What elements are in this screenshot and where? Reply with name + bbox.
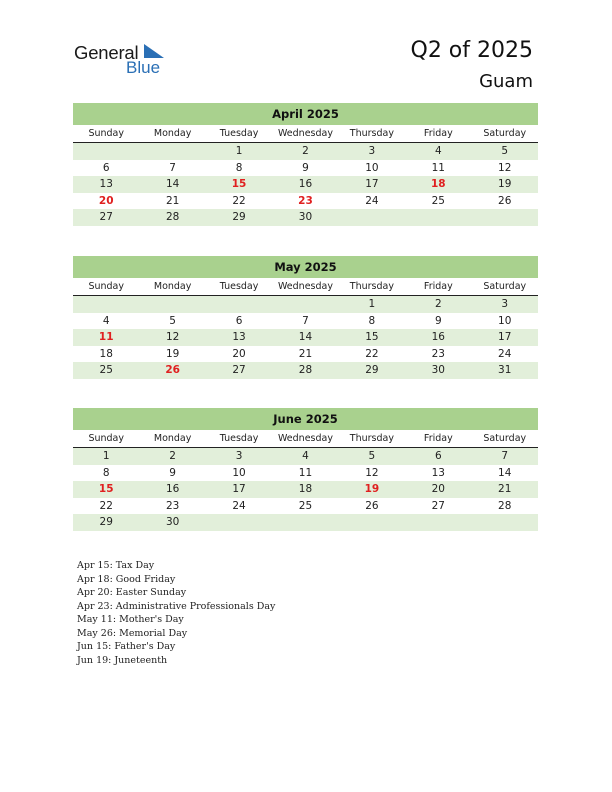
logo: [74, 42, 174, 78]
weekday-label: Sunday: [88, 433, 124, 444]
day-cell: 29: [99, 516, 113, 529]
week-row: [73, 465, 538, 482]
day-cell: 6: [235, 314, 243, 327]
day-cell: [272, 514, 338, 531]
day-cell: 22: [365, 347, 379, 360]
month-june: [73, 408, 538, 531]
day-cell: 16: [298, 178, 313, 191]
weekday-label: Saturday: [483, 281, 527, 292]
weekday-label: Saturday: [483, 128, 527, 139]
day-cell: 3: [501, 298, 509, 310]
day-cell: 14: [298, 331, 313, 344]
day-cell: 10: [232, 466, 246, 479]
day-cell: 16: [431, 331, 445, 344]
day-cell: [206, 296, 272, 313]
day-cell: 5: [368, 450, 376, 462]
weekday-label: Thursday: [349, 128, 394, 139]
month-title: April 2025: [73, 103, 538, 125]
day-cell: 22: [99, 499, 113, 512]
day-cell: 14: [498, 466, 512, 479]
weekday-label: Monday: [153, 433, 192, 444]
week-row: [73, 176, 538, 193]
day-cell: 22: [232, 194, 246, 207]
day-cell: 11: [431, 161, 445, 174]
weekday-label: Friday: [423, 433, 453, 444]
weekday-label: Tuesday: [219, 433, 259, 444]
day-cell: 27: [232, 364, 246, 377]
day-cell: 12: [498, 161, 512, 174]
day-cell: 27: [99, 211, 113, 224]
weekday-label: Thursday: [349, 281, 394, 292]
day-cell: 17: [365, 178, 379, 191]
day-cell: 12: [365, 466, 379, 479]
day-cell: 6: [102, 161, 110, 174]
day-cell: 21: [165, 194, 180, 207]
day-cell: 4: [302, 450, 309, 462]
day-cell: 11: [298, 466, 313, 479]
logo-text-general: General: [74, 42, 139, 63]
country-title: Guam: [479, 71, 533, 92]
day-cell: 25: [99, 364, 113, 377]
weekday-label: Wednesday: [277, 128, 333, 139]
weekday-label: Sunday: [88, 281, 124, 292]
day-cell: 30: [431, 364, 445, 377]
month-title: June 2025: [73, 408, 538, 430]
day-cell: 9: [169, 466, 176, 479]
day-cell: 7: [169, 161, 176, 174]
day-cell-holiday: 18: [431, 178, 446, 191]
weekday-label: Monday: [153, 281, 192, 292]
day-cell: [73, 143, 139, 160]
day-cell: 31: [498, 364, 512, 377]
day-cell: 13: [99, 178, 113, 191]
day-cell: 3: [368, 145, 376, 157]
day-cell: [272, 296, 338, 313]
day-cell: [339, 209, 405, 226]
day-cell: 18: [99, 347, 113, 360]
day-cell: 8: [102, 466, 110, 479]
day-cell: 13: [431, 466, 445, 479]
holiday-item: Apr 18: Good Friday: [77, 573, 176, 585]
day-cell: 29: [232, 211, 246, 224]
day-cell: 25: [298, 499, 313, 512]
day-cell: 30: [298, 211, 313, 224]
day-cell: 7: [501, 450, 509, 462]
day-cell: 3: [235, 450, 243, 462]
month-title: May 2025: [73, 256, 538, 278]
week-row: [73, 143, 538, 160]
week-row: [73, 514, 538, 531]
day-cell: [472, 514, 538, 531]
day-cell: 7: [302, 314, 309, 327]
week-row: [73, 346, 538, 363]
day-cell: [339, 514, 405, 531]
day-cell: 26: [365, 499, 379, 512]
day-cell-holiday: 20: [98, 194, 114, 207]
day-cell: 1: [235, 145, 243, 157]
day-cell: [472, 209, 538, 226]
day-cell: 14: [165, 178, 180, 191]
holiday-item: May 11: Mother's Day: [77, 614, 184, 625]
day-cell: 12: [165, 331, 180, 344]
weekday-label: Tuesday: [219, 128, 259, 139]
day-cell: 26: [498, 194, 512, 207]
day-cell: 17: [498, 331, 512, 344]
day-cell: 24: [365, 194, 379, 207]
day-cell: 20: [431, 483, 445, 496]
weekday-header-row: [73, 430, 538, 448]
week-row: [73, 329, 538, 346]
weekday-label: Saturday: [483, 433, 527, 444]
day-cell: [139, 143, 205, 160]
day-cell-holiday: 23: [298, 194, 313, 207]
day-cell: 10: [365, 161, 379, 174]
day-cell: 28: [298, 364, 313, 377]
weekday-label: Wednesday: [277, 433, 333, 444]
day-cell: 28: [498, 499, 512, 512]
weekday-label: Friday: [423, 281, 453, 292]
day-cell: 2: [169, 450, 176, 462]
day-cell: 18: [298, 483, 313, 496]
day-cell: [139, 296, 205, 313]
weekday-label: Wednesday: [277, 281, 333, 292]
weekday-label: Friday: [423, 128, 453, 139]
day-cell-holiday: 11: [98, 331, 114, 344]
day-cell: 24: [498, 347, 512, 360]
day-cell: 6: [434, 450, 442, 462]
week-row: [73, 296, 538, 313]
day-cell: 29: [365, 364, 379, 377]
holiday-list: [77, 559, 275, 667]
day-cell: 2: [434, 298, 442, 310]
day-cell-holiday: 19: [364, 483, 380, 496]
day-cell: [405, 514, 471, 531]
day-cell: [206, 514, 272, 531]
month-april: [73, 103, 538, 226]
day-cell: [73, 296, 139, 313]
day-cell: 27: [431, 499, 445, 512]
logo-text-blue: Blue: [126, 58, 161, 77]
weekday-header-row: [73, 125, 538, 143]
day-cell: 24: [232, 499, 246, 512]
day-cell-holiday: 15: [98, 483, 114, 496]
week-row: [73, 160, 538, 177]
holiday-item: Jun 19: Juneteenth: [77, 654, 168, 666]
day-cell: 4: [102, 314, 110, 327]
day-cell-holiday: 15: [231, 178, 247, 191]
weekday-label: Sunday: [88, 128, 124, 139]
day-cell: 25: [431, 194, 445, 207]
weekday-label: Tuesday: [219, 281, 259, 292]
week-row: [73, 193, 538, 210]
day-cell-holiday: 26: [165, 364, 180, 377]
day-cell: 17: [232, 483, 246, 496]
week-row: [73, 313, 538, 330]
day-cell: 20: [232, 347, 246, 360]
weekday-label: Monday: [153, 128, 192, 139]
week-row: [73, 209, 538, 226]
holiday-item: Apr 15: Tax Day: [77, 560, 155, 571]
week-row: [73, 498, 538, 515]
day-cell: 9: [434, 314, 442, 327]
day-cell: 13: [232, 331, 246, 344]
quarter-title: Q2 of 2025: [410, 38, 533, 63]
month-may: [73, 256, 538, 379]
day-cell: 1: [368, 298, 376, 310]
day-cell: 19: [165, 347, 180, 360]
holiday-item: May 26: Memorial Day: [77, 627, 188, 639]
day-cell: 2: [302, 145, 309, 157]
day-cell: 23: [431, 347, 445, 360]
day-cell: 23: [165, 499, 180, 512]
day-cell: 8: [368, 314, 376, 327]
holiday-item: Jun 15: Father's Day: [77, 641, 176, 652]
day-cell: 30: [165, 516, 180, 529]
weekday-label: Thursday: [349, 433, 394, 444]
day-cell: 15: [365, 331, 379, 344]
day-cell: 8: [235, 161, 243, 174]
day-cell: 10: [498, 314, 512, 327]
day-cell: 5: [169, 314, 176, 327]
holiday-item: Apr 20: Easter Sunday: [77, 587, 187, 598]
day-cell: 21: [298, 347, 313, 360]
day-cell: 19: [498, 178, 512, 191]
week-row: [73, 448, 538, 465]
day-cell: [405, 209, 471, 226]
day-cell: 16: [165, 483, 180, 496]
day-cell: 21: [498, 483, 512, 496]
weekday-header-row: [73, 278, 538, 296]
holiday-item: Apr 23: Administrative Professionals Day: [77, 600, 276, 612]
week-row: [73, 481, 538, 498]
day-cell: 28: [165, 211, 180, 224]
day-cell: 4: [434, 145, 442, 157]
day-cell: 9: [302, 161, 309, 174]
day-cell: 5: [501, 145, 509, 157]
week-row: [73, 362, 538, 379]
day-cell: 1: [102, 450, 110, 462]
